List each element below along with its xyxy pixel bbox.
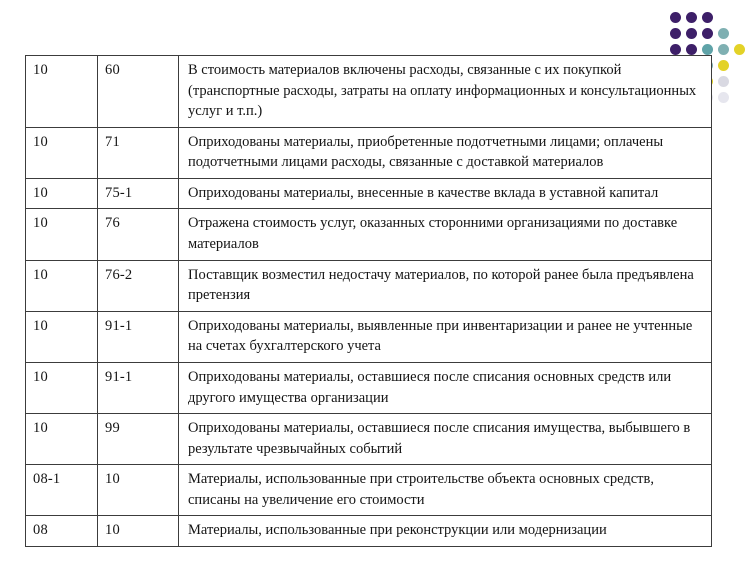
credit-account-cell: 76 (98, 209, 179, 260)
debit-account-cell: 10 (26, 260, 98, 311)
ornament-dot (734, 76, 745, 87)
credit-account-cell: 91-1 (98, 311, 179, 362)
table-row (26, 414, 712, 465)
table-row (26, 516, 712, 547)
ornament-dot (734, 60, 745, 71)
operation-description-cell: В стоимость материалов включены расходы, связанные с их покупкой (транспортные расходы, затраты на оплату информационных и консультационных услуг и т.п.) (179, 56, 712, 128)
ornament-dot (702, 28, 713, 39)
debit-account-cell: 08 (26, 516, 98, 547)
ornament-dot (718, 28, 729, 39)
ornament-dot (670, 12, 681, 23)
table-row (26, 209, 712, 260)
credit-account-cell: 10 (98, 516, 179, 547)
operation-description-cell: Оприходованы материалы, выявленные при инвентаризации и ранее не учтенные на счетах бухгалтерского учета (179, 311, 712, 362)
operation-description-cell: Оприходованы материалы, оставшиеся после списания имущества, выбывшего в результате чрезвычайных событий (179, 414, 712, 465)
debit-account-cell: 10 (26, 414, 98, 465)
credit-account-cell: 76-2 (98, 260, 179, 311)
operation-description-cell: Отражена стоимость услуг, оказанных сторонними организациями по доставке материалов (179, 209, 712, 260)
ornament-dot (686, 44, 697, 55)
operation-description-cell: Оприходованы материалы, оставшиеся после списания основных средств или другого имущества организации (179, 362, 712, 413)
credit-account-cell: 91-1 (98, 362, 179, 413)
operation-description-cell: Оприходованы материалы, внесенные в качестве вклада в уставной капитал (179, 178, 712, 209)
debit-account-cell: 10 (26, 362, 98, 413)
ornament-dot (670, 44, 681, 55)
operation-description-cell: Оприходованы материалы, приобретенные подотчетными лицами; оплачены подотчетными лицами расходы, связанные с доставкой материалов (179, 127, 712, 178)
table-row (26, 465, 712, 516)
ornament-dot (734, 44, 745, 55)
debit-account-cell: 10 (26, 209, 98, 260)
ornament-dot (734, 28, 745, 39)
ornament-dot (670, 28, 681, 39)
debit-account-cell: 10 (26, 311, 98, 362)
credit-account-cell: 60 (98, 56, 179, 128)
table-row (26, 56, 712, 128)
ornament-dot (718, 12, 729, 23)
ornament-dot (702, 12, 713, 23)
credit-account-cell: 10 (98, 465, 179, 516)
ornament-dot (734, 92, 745, 103)
table-row (26, 178, 712, 209)
debit-account-cell: 08-1 (26, 465, 98, 516)
ornament-dot (686, 12, 697, 23)
operation-description-cell: Поставщик возместил недостачу материалов, по которой ранее была предъявлена претензия (179, 260, 712, 311)
ornament-dot (702, 44, 713, 55)
ornament-dot (686, 28, 697, 39)
ornament-dot (718, 92, 729, 103)
credit-account-cell: 71 (98, 127, 179, 178)
ledger-table-container (25, 55, 711, 547)
debit-account-cell: 10 (26, 127, 98, 178)
ornament-dot (718, 60, 729, 71)
debit-account-cell: 10 (26, 178, 98, 209)
operation-description-cell: Материалы, использованные при строительстве объекта основных средств, списаны на увеличение его стоимости (179, 465, 712, 516)
credit-account-cell: 75-1 (98, 178, 179, 209)
ornament-dot (718, 44, 729, 55)
table-row (26, 260, 712, 311)
ledger-table-body (26, 56, 712, 547)
credit-account-cell: 99 (98, 414, 179, 465)
ornament-dot (718, 76, 729, 87)
ledger-table (25, 55, 712, 547)
table-row (26, 362, 712, 413)
table-row (26, 127, 712, 178)
operation-description-cell: Материалы, использованные при реконструкции или модернизации (179, 516, 712, 547)
ornament-dot (734, 12, 745, 23)
debit-account-cell: 10 (26, 56, 98, 128)
table-row (26, 311, 712, 362)
